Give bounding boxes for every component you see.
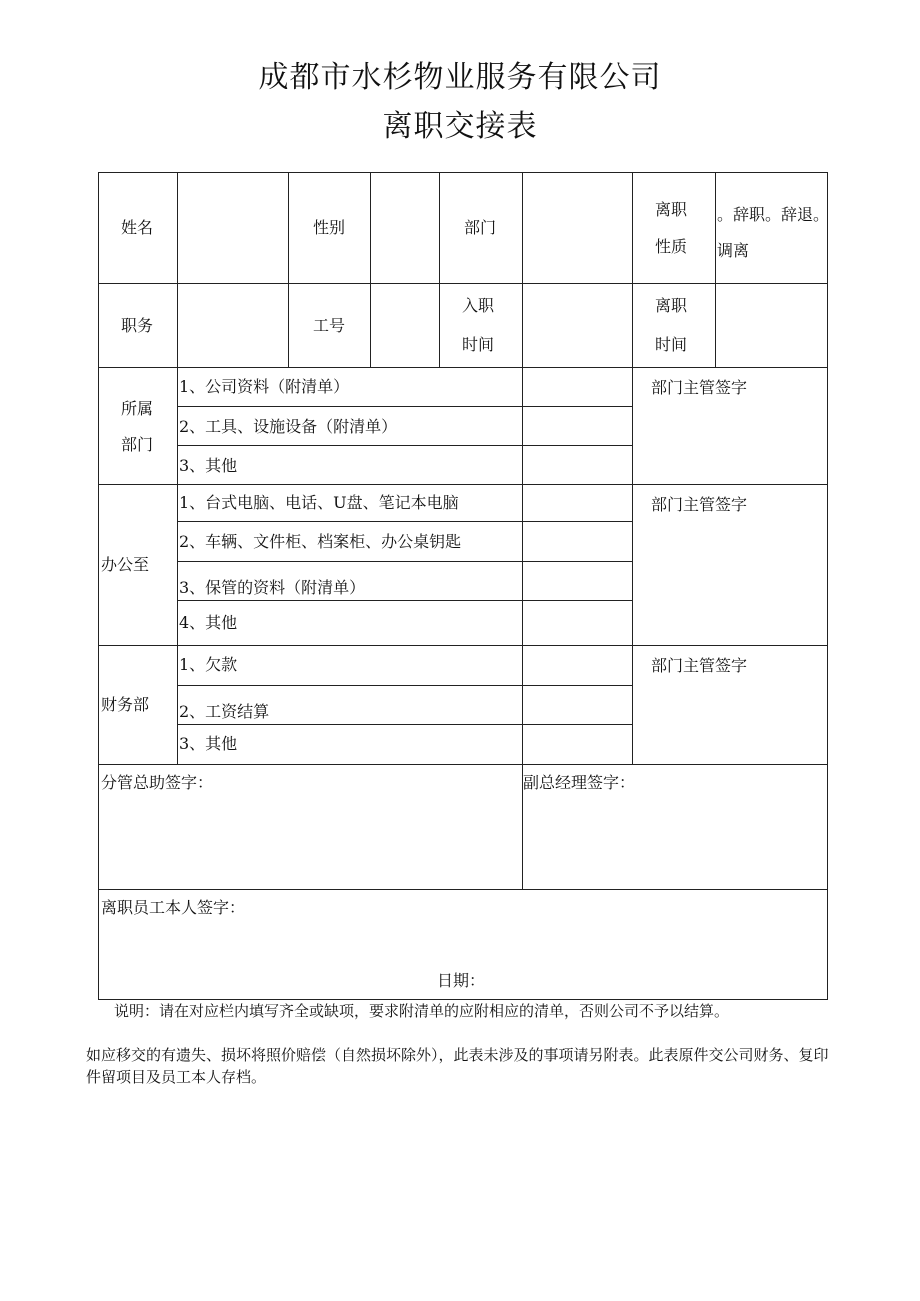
checklist-item: 1、欠款 (179, 655, 238, 674)
assistant-gm-sign-label: 分管总助签字： (101, 773, 214, 792)
leave-date-label: 时间 (655, 335, 688, 354)
leave-type-options: 调离 (717, 241, 750, 260)
note-line-2: 如应移交的有遗失、损坏将照价赔偿（自然损坏除外），此表未涉及的事项请另附表。此表原件交公司财务、复印件留项目及员工本人存档。 (86, 1046, 829, 1086)
checklist-item: 3、其他 (179, 734, 238, 753)
employee-id-label: 工号 (313, 316, 346, 335)
col-divider (522, 367, 523, 764)
checklist-item: 3、其他 (179, 456, 238, 475)
gender-label: 性别 (313, 218, 346, 237)
deputy-gm-sign-label: 副总经理签字： (523, 773, 636, 792)
company-title: 成都市水杉物业服务有限公司 (258, 60, 662, 95)
row-divider (177, 445, 632, 446)
row-divider (99, 367, 827, 368)
leave-date-label: 离职 (655, 296, 688, 315)
department-label: 部门 (464, 218, 497, 237)
col-divider (632, 173, 633, 367)
col-divider (370, 173, 371, 367)
row-divider (177, 600, 632, 601)
row-divider (177, 724, 632, 725)
finance-sign-label: 部门主管签字 (651, 656, 748, 675)
dept-section-label: 所属 (121, 399, 154, 418)
col-divider (522, 173, 523, 367)
col-divider (632, 367, 633, 764)
row-divider (99, 283, 827, 284)
join-date-label: 入职 (462, 296, 495, 315)
office-section-label: 办公至 (101, 555, 150, 574)
checklist-item: 2、车辆、文件柜、档案柜、办公桌钥匙 (179, 532, 462, 551)
col-divider (177, 173, 178, 283)
join-date-label: 时间 (462, 335, 495, 354)
row-divider (99, 889, 827, 890)
name-label: 姓名 (121, 218, 154, 237)
leave-type-label: 性质 (655, 237, 688, 256)
position-label: 职务 (121, 316, 154, 335)
form-title: 离职交接表 (382, 109, 538, 144)
leave-type-label: 离职 (655, 200, 688, 219)
col-divider (288, 173, 289, 367)
checklist-item: 3、保管的资料（附清单） (179, 578, 366, 597)
col-divider (177, 283, 178, 764)
handover-form (98, 172, 828, 1000)
col-divider (715, 173, 716, 367)
note-line-1: 说明：请在对应栏内填写齐全或缺项，要求附清单的应附相应的清单，否则公司不予以结算。 (114, 1002, 730, 1020)
row-divider (99, 764, 827, 765)
checklist-item: 2、工具、设施设备（附清单） (179, 417, 398, 436)
finance-section-label: 财务部 (101, 695, 150, 714)
date-label: 日期： (437, 971, 486, 990)
dept-sign-label: 部门主管签字 (651, 378, 748, 397)
row-divider (99, 645, 827, 646)
office-sign-label: 部门主管签字 (651, 495, 748, 514)
checklist-item: 1、台式电脑、电话、U盘、笔记本电脑 (179, 493, 459, 512)
employee-sign-label: 离职员工本人签字： (101, 898, 246, 917)
dept-section-label: 部门 (121, 435, 154, 454)
row-divider (177, 521, 632, 522)
checklist-item: 4、其他 (179, 613, 238, 632)
checklist-item: 2、工资结算 (179, 702, 270, 721)
checklist-item: 1、公司资料（附清单） (179, 377, 350, 396)
row-divider (177, 685, 632, 686)
leave-type-options: 。辞职。辞退。 (717, 205, 830, 224)
row-divider (177, 406, 632, 407)
row-divider (177, 561, 632, 562)
col-divider (439, 173, 440, 367)
row-divider (99, 484, 827, 485)
